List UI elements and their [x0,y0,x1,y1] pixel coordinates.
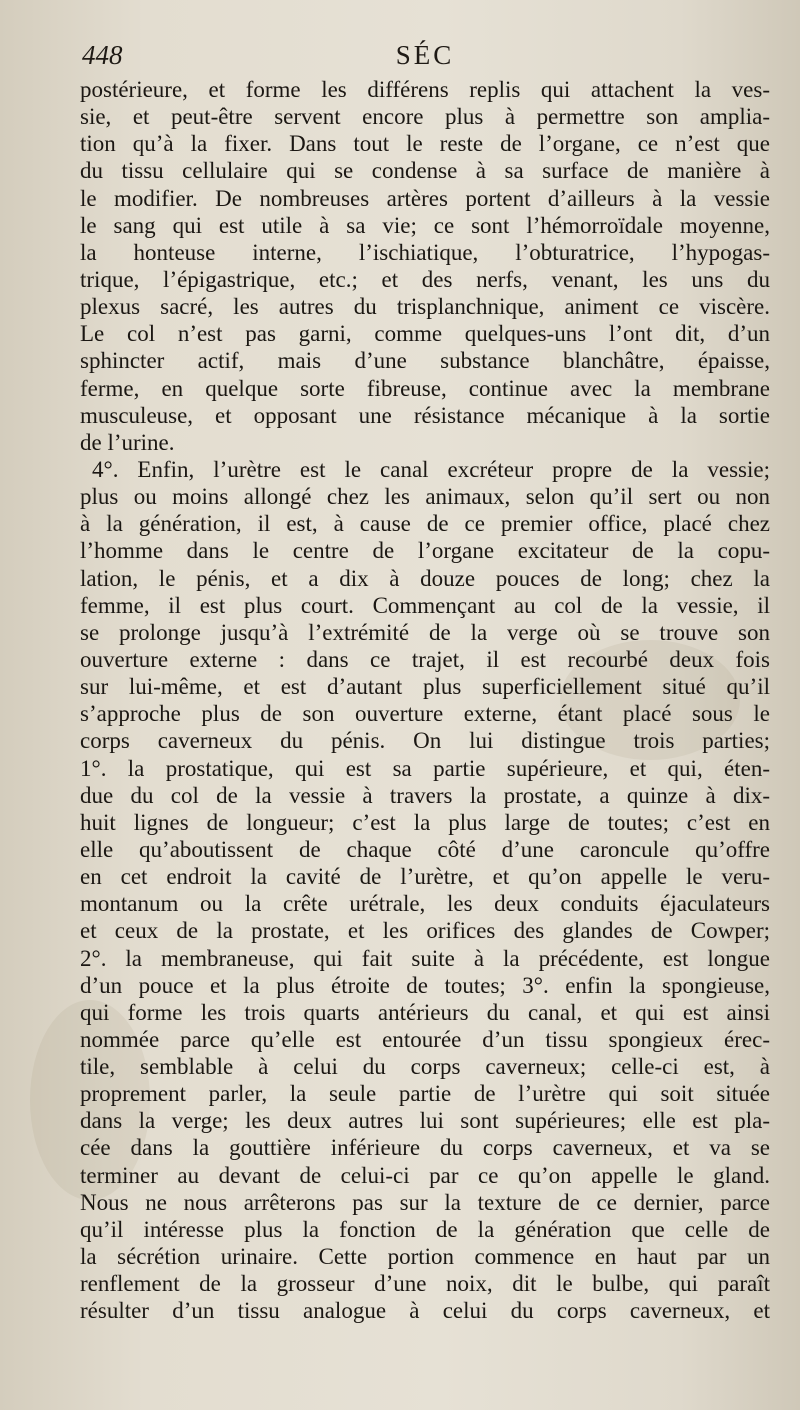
page-number: 448 [82,40,123,70]
text-line: et ceux de la prostate, et les orifices des glandes de Cowper; [80,918,770,944]
text-line: sphincter actif, mais d’une substance blanchâtre, épaisse, [80,348,770,374]
text-line: due du col de la vessie à travers la prostate, a quinze à dix- [80,782,770,808]
text-line: résulter d’un tissu analogue à celui du corps caverneux, et [80,1298,770,1324]
text-line: le modifier. De nombreuses artères portent d’ailleurs à la vessie [80,185,770,211]
text-line: du tissu cellulaire qui se condense à sa surface de manière à [80,158,770,184]
text-line: 2°. la membraneuse, qui fait suite à la précédente, est longue [80,945,770,971]
text-line: plus ou moins allongé chez les animaux, selon qu’il sert ou non [80,484,770,510]
text-line: dans la verge; les deux autres lui sont supérieures; elle est pla- [80,1108,770,1134]
text-line: qu’il intéresse plus la fonction de la génération que celle de [80,1216,770,1242]
text-line: l’homme dans le centre de l’organe excitateur de la copu- [80,538,770,564]
text-line: le sang qui est utile à sa vie; ce sont l’hémorroïdale moyenne, [80,212,770,238]
text-line: huit lignes de longueur; c’est la plus large de toutes; c’est en [80,809,770,835]
text-line: se prolonge jusqu’à l’extrémité de la verge où se trouve son [80,619,770,645]
text-line: de l’urine. [80,429,175,455]
text-line: en cet endroit la cavité de l’urètre, et qu’on appelle le veru- [80,864,770,890]
text-line: montanum ou la crête urétrale, les deux conduits éjaculateurs [80,891,770,917]
page-header [80,40,770,76]
text-line: trique, l’épigastrique, etc.; et des nerfs, venant, les uns du [80,266,770,292]
text-line: ferme, en quelque sorte fibreuse, continue avec la membrane [80,375,770,401]
text-line: femme, il est plus court. Commençant au col de la vessie, il [80,592,770,618]
text-line: sur lui-même, et est d’autant plus superficiellement situé qu’il [80,674,770,700]
text-line: tion qu’à la fixer. Dans tout le reste de l’organe, ce n’est que [80,131,770,157]
text-line: la sécrétion urinaire. Cette portion commence en haut par un [80,1244,770,1270]
text-line: qui forme les trois quarts antérieurs du canal, et qui est ainsi [80,999,770,1025]
text-line: renflement de la grosseur d’une noix, dit le bulbe, qui paraît [80,1271,770,1297]
text-line: elle qu’aboutissent de chaque côté d’une caroncule qu’offre [80,836,770,862]
text-line: d’un pouce et la plus étroite de toutes; 3°. enfin la spongieuse, [80,972,770,998]
text-line: cée dans la gouttière inférieure du corps caverneux, et va se [80,1135,770,1161]
paragraph-start-line: 4°. Enfin, l’urètre est le canal excréteur propre de la vessie; [92,456,770,482]
text-line: proprement parler, la seule partie de l’urètre qui soit située [80,1081,770,1107]
running-head: SÉC [395,40,455,70]
text-line: plexus sacré, les autres du trisplanchnique, animent ce viscère. [80,294,770,320]
text-line: la honteuse interne, l’ischiatique, l’obturatrice, l’hypogas- [80,239,770,265]
text-line: à la génération, il est, à cause de ce premier office, placé chez [80,511,770,537]
text-line: Nous ne nous arrêterons pas sur la texture de ce dernier, parce [80,1189,770,1215]
text-line: lation, le pénis, et a dix à douze pouces de long; chez la [80,565,770,591]
text-line: musculeuse, et opposant une résistance mécanique à la sortie [80,402,770,428]
text-line: terminer au devant de celui-ci par ce qu’on appelle le gland. [80,1162,770,1188]
text-line: 1°. la prostatique, qui est sa partie supérieure, et qui, éten- [80,755,770,781]
text-line: sie, et peut-être servent encore plus à permettre son amplia- [80,104,770,130]
text-line: nommée parce qu’elle est entourée d’un tissu spongieux érec- [80,1026,770,1052]
text-line: ouverture externe : dans ce trajet, il est recourbé deux fois [80,646,770,672]
body-text [80,76,770,1324]
text-line: Le col n’est pas garni, comme quelques-uns l’ont dit, d’un [80,321,770,347]
text-line: corps caverneux du pénis. On lui distingue trois parties; [80,728,770,754]
text-line: tile, semblable à celui du corps caverneux; celle-ci est, à [80,1054,770,1080]
text-line: s’approche plus de son ouverture externe, étant placé sous le [80,701,770,727]
text-line: postérieure, et forme les différens replis qui attachent la ves- [80,77,770,102]
